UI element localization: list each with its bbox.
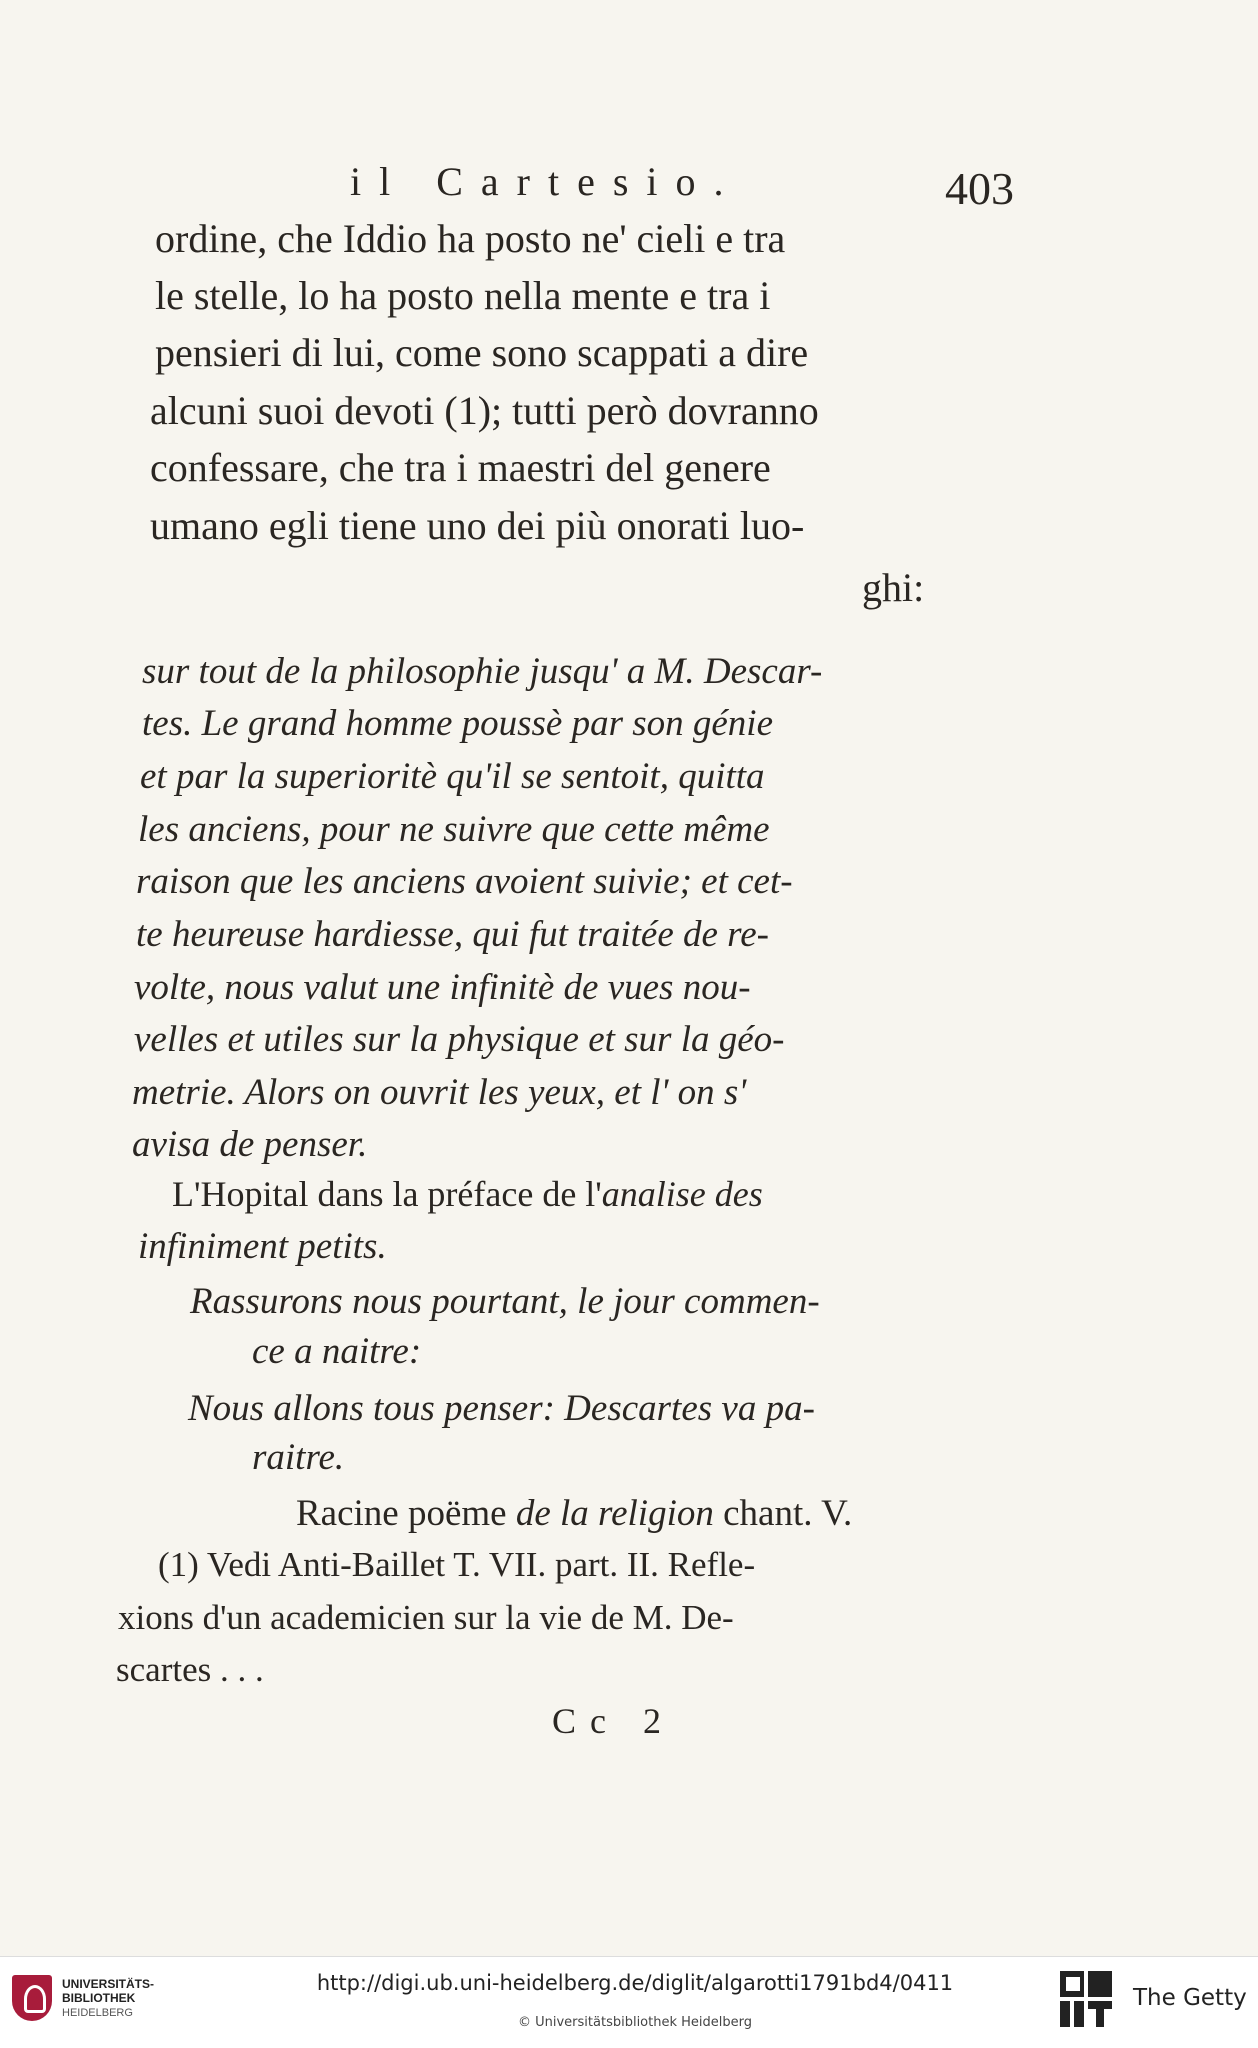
footnote-line: tes. Le grand homme poussè par son génie: [142, 703, 774, 744]
verse-line: Rassurons nous pourtant, le jour commen-: [190, 1281, 820, 1322]
verse-line: raitre.: [252, 1437, 345, 1478]
body-line: pensieri di lui, come sono scappati a dire: [155, 330, 809, 375]
running-head: il Cartesio.: [350, 159, 742, 204]
library-name-line2: BIBLIOTHEK: [62, 1991, 136, 2005]
footnote-line: avisa de penser.: [132, 1124, 368, 1165]
body-line: le stelle, lo ha posto nella mente e tra i: [155, 273, 771, 318]
getty-logo-icon[interactable]: [1058, 1969, 1114, 2031]
reference-line: xions d'un academicien sur la vie de M. De-: [118, 1598, 734, 1637]
partner-name: The Getty: [1133, 1985, 1247, 2011]
library-logo[interactable]: [12, 1971, 172, 2027]
viewer-footer: [0, 1956, 1258, 2048]
verse-line: Nous allons tous penser: Descartes va pa-: [188, 1388, 815, 1429]
verse-line: ce a naitre:: [252, 1331, 422, 1372]
footnote-line: raison que les anciens avoient suivie; et cet-: [136, 861, 793, 902]
body-line: ghi:: [862, 565, 925, 610]
citation-hopital-line2: infiniment petits.: [138, 1226, 387, 1267]
citation-racine-italic: de la religion: [515, 1493, 714, 1534]
page-number: 403: [945, 163, 1014, 214]
citation-racine: [296, 1492, 852, 1535]
body-line: confessare, che tra i maestri del genere: [150, 445, 771, 490]
footnote-line: te heureuse hardiesse, qui fut traitée de re-: [136, 914, 769, 955]
footnote-line: volte, nous valut une infinitè de vues nou-: [134, 967, 751, 1008]
copyright-notice: © Universitätsbibliothek Heidelberg: [517, 2015, 752, 2030]
citation-racine-roman: Racine poëme: [296, 1493, 507, 1534]
footnote-line: sur tout de la philosophie jusqu' a M. Descar-: [142, 651, 823, 692]
library-name-line1: UNIVERSITÄTS-: [62, 1977, 155, 1991]
reference-line: (1) Vedi Anti-Baillet T. VII. part. II. Refle-: [158, 1545, 756, 1584]
footnote-line: et par la superioritè qu'il se sentoit, quitta: [140, 756, 765, 797]
body-line: alcuni suoi devoti (1); tutti però dovranno: [150, 388, 819, 433]
footnote-line: velles et utiles sur la physique et sur la géo-: [134, 1019, 785, 1060]
citation-hopital-italic: analise des: [601, 1174, 763, 1214]
permalink-url[interactable]: http://digi.ub.uni-heidelberg.de/diglit/algarotti1791bd4/0411: [316, 1971, 954, 1995]
citation-hopital-roman: L'Hopital dans la préface de l': [172, 1174, 602, 1214]
footnote-line: metrie. Alors on ouvrit les yeux, et l' on s': [132, 1072, 747, 1113]
signature-mark: Cc 2: [552, 1701, 675, 1741]
citation-racine-roman-2: chant. V.: [723, 1493, 853, 1534]
library-name-line3: HEIDELBERG: [62, 2007, 133, 2019]
footnote-line: les anciens, pour ne suivre que cette même: [138, 809, 770, 850]
reference-line: scartes . . .: [116, 1650, 264, 1689]
body-line: ordine, che Iddio ha posto ne' cieli e tra: [155, 216, 786, 261]
university-seal-icon: [12, 1975, 52, 2021]
citation-hopital: [172, 1173, 763, 1215]
body-line: umano egli tiene uno dei più onorati luo-: [150, 503, 805, 548]
